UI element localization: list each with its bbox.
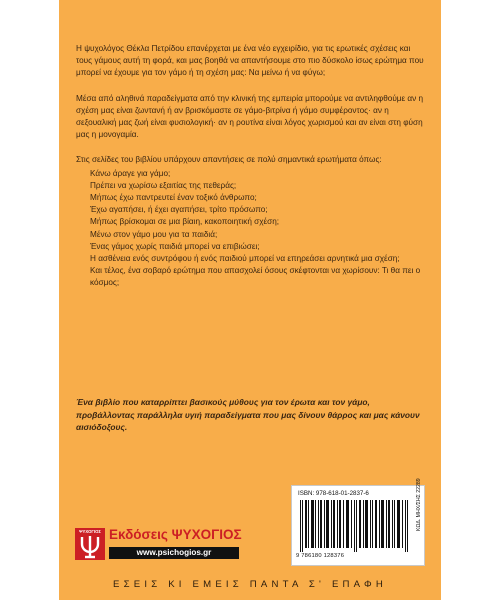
- barcode-number: 9 786180 128376: [296, 553, 345, 559]
- description-paragraph-1: Η ψυχολόγος Θέκλα Πετρίδου επανέρχεται με ένα νέο εγχειρίδιο, για τις ερωτικές σχέσεις και τους γάμους αυτή τη φορά, και μας βοηθά να απαντήσουμε στο πιο δύσκολο ίσως ερώτημα που μπορεί να έχουμε για τον γάμο ή τη σχέση μας: Να μείνω ή να φύγω;: [76, 44, 424, 78]
- question-list: [76, 168, 428, 290]
- publisher-block: [75, 525, 255, 565]
- question-item: Πρέπει να χωρίσω εξαιτίας της πεθεράς;: [90, 180, 237, 190]
- barcode-box: [291, 478, 425, 566]
- question-item: Η ασθένεια ενός συντρόφου ή ενός παιδιού μπορεί να επηρεάσει αρνητικά μια σχέση;: [90, 254, 400, 264]
- isbn-label: ISBN: 978-618-01-2837-6: [298, 490, 369, 497]
- closing-statement: Ένα βιβλίο που καταρρίπτει βασικούς μύθους για τον έρωτα και τον γάμο, προβάλλοντας παράλληλα υγιή παραδείγματα που μας δίνουν θάρρος και μας κάνουν αισιόδοξους.: [76, 397, 420, 433]
- product-code: ΚΩΔ. ΜΗΧ/ΣΗΣ 22289: [416, 478, 422, 531]
- description-text: [76, 43, 428, 290]
- publisher-motto: ΕΣΕΙΣ ΚΙ ΕΜΕΙΣ ΠΑΝΤΑ Σ' ΕΠΑΦΗ: [113, 579, 387, 590]
- question-item: Μήπως έχω παντρευτεί έναν τοξικό άνθρωπο;: [90, 193, 257, 203]
- psi-logo-icon: [75, 528, 105, 560]
- question-item: Μένω στον γάμο μου για τα παιδιά;: [90, 229, 218, 239]
- publisher-url: www.psichogios.gr: [109, 547, 239, 559]
- question-item: Έχω αγαπήσει, ή έχει αγαπήσει, τρίτο πρόσωπο;: [90, 205, 268, 215]
- publisher-logo-text: ΨΥΧΟΓΙΟΣ: [79, 529, 101, 534]
- barcode-icon: [298, 500, 414, 552]
- question-item: Μήπως βρίσκομαι σε μια βίαιη, κακοποιητική σχέση;: [90, 217, 280, 227]
- publisher-name: Εκδόσεις ΨΥΧΟΓΙΟΣ: [109, 527, 242, 542]
- description-paragraph-3: Στις σελίδες του βιβλίου υπάρχουν απαντήσεις σε πολύ σημαντικά ερωτήματα όπως:: [76, 155, 382, 165]
- question-item: Και τέλος, ένα σοβαρό ερώτημα που απασχολεί όσους σκέφτονται να χωρίσουν: Τι θα πει ο κόσμος;: [90, 266, 421, 288]
- question-item: Κάνω άραγε για γάμο;: [90, 168, 171, 178]
- question-item: Ένας γάμος χωρίς παιδιά μπορεί να επιβιώσει;: [90, 241, 260, 251]
- publisher-logo: [75, 528, 105, 560]
- description-paragraph-2: Μέσα από αληθινά παραδείγματα από την κλινική της εμπειρία μπορούμε να αντιληφθούμε αν η σχέση μας είναι ζωντανή ή αν βρισκόμαστε σε γάμο-βιτρίνα ή γάμο συμφέροντος· αν η σεξουαλική μας ζωή είναι φυσιολογική· αν η ρουτίνα είναι λόγος χωρισμού και αν είναι στη φύση μας η μονογαμία.: [76, 93, 424, 140]
- back-cover: [59, 0, 441, 600]
